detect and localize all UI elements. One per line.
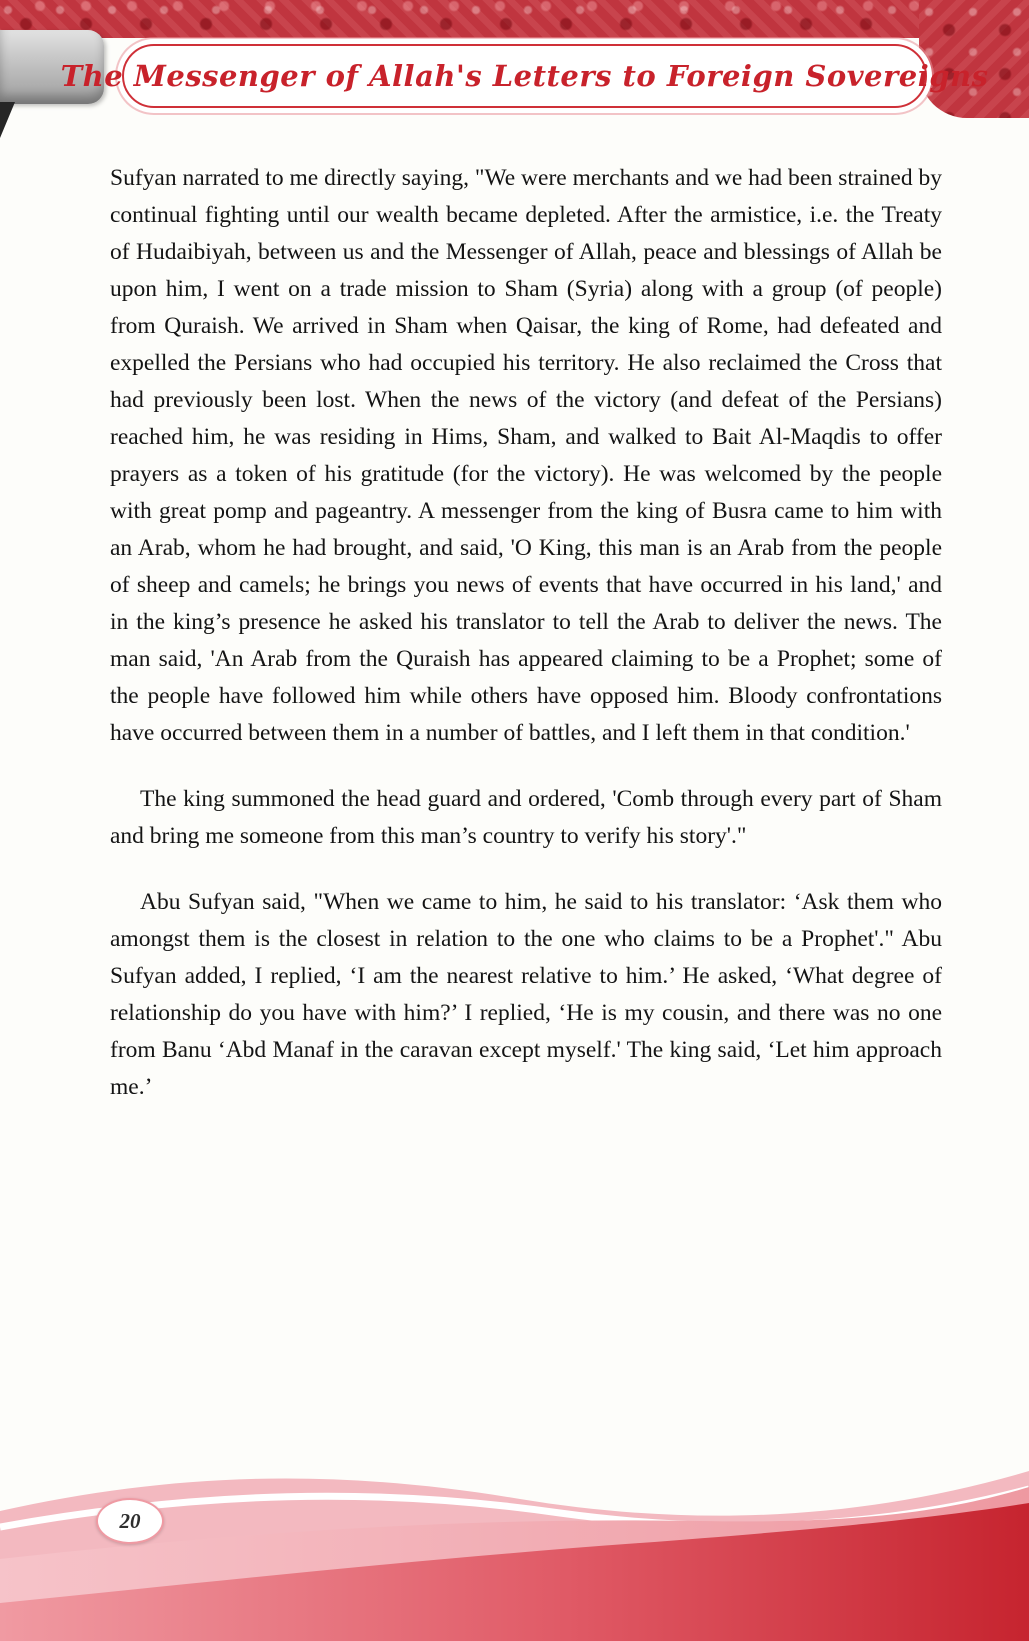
paragraph-1: Sufyan narrated to me directly saying, "We were merchants and we had been strained by continual fighting until our wealth became depleted. After the armistice, i.e. the Treaty of Hudaibiyah, between us and the Messenger of Allah, peace and blessings of Allah be upon him, I went on a trade mission to Sham (Syria) along with a group (of people) from Quraish. We arrived in Sham when Qaisar, the king of Rome, had defeated and expelled the Persians who had occupied his territory. He also reclaimed the Cross that had previously been lost. When the news of the victory (and defeat of the Persians) reached him, he was residing in Hims, Sham, and walked to Bait Al-Maqdis to offer prayers as a token of his gratitude (for the victory). He was welcomed by the people with great pomp and pageantry. A messenger from the king of Busra came to him with an Arab, whom he had brought, and said, 'O King, this man is an Arab from the people of sheep and camels; he brings you news of events that have occurred in his land,' and in the king’s presence he asked his translator to tell the Arab to deliver the news. The man said, 'An Arab from the Quraish has appeared claiming to be a Prophet; some of the people have followed him while others have opposed him. Bloody confrontations have occurred between them in a number of battles, and I left them in that condition.' <box>110 165 942 746</box>
paragraph-2: The king summoned the head guard and ordered, 'Comb through every part of Sham and bring me someone from this man’s country to verify his story'." <box>110 786 942 849</box>
page-title: The Messenger of Allah's Letters to Foreign Sovereigns <box>60 59 989 93</box>
page-number: 20 <box>119 1508 141 1533</box>
ornamental-top-band <box>0 0 1029 38</box>
chapter-title-banner <box>60 44 989 108</box>
paragraph-3: Abu Sufyan said, "When we came to him, he said to his translator: ‘Ask them who amongst them is the closest in relation to the one who claims to be a Prophet'." Abu Sufyan added, I replied, ‘I am the nearest relative to him.’ He asked, ‘What degree of relationship do you have with him?’ I replied, ‘He is my cousin, and there was no one from Banu ‘Abd Manaf in the caravan except myself.' The king said, ‘Let him approach me.’ <box>110 889 942 1100</box>
bookmark-tab-tail <box>0 102 15 138</box>
body-text-block <box>110 160 942 1135</box>
footer-wave-decoration <box>0 1441 1029 1641</box>
page-number-badge <box>96 1498 164 1544</box>
